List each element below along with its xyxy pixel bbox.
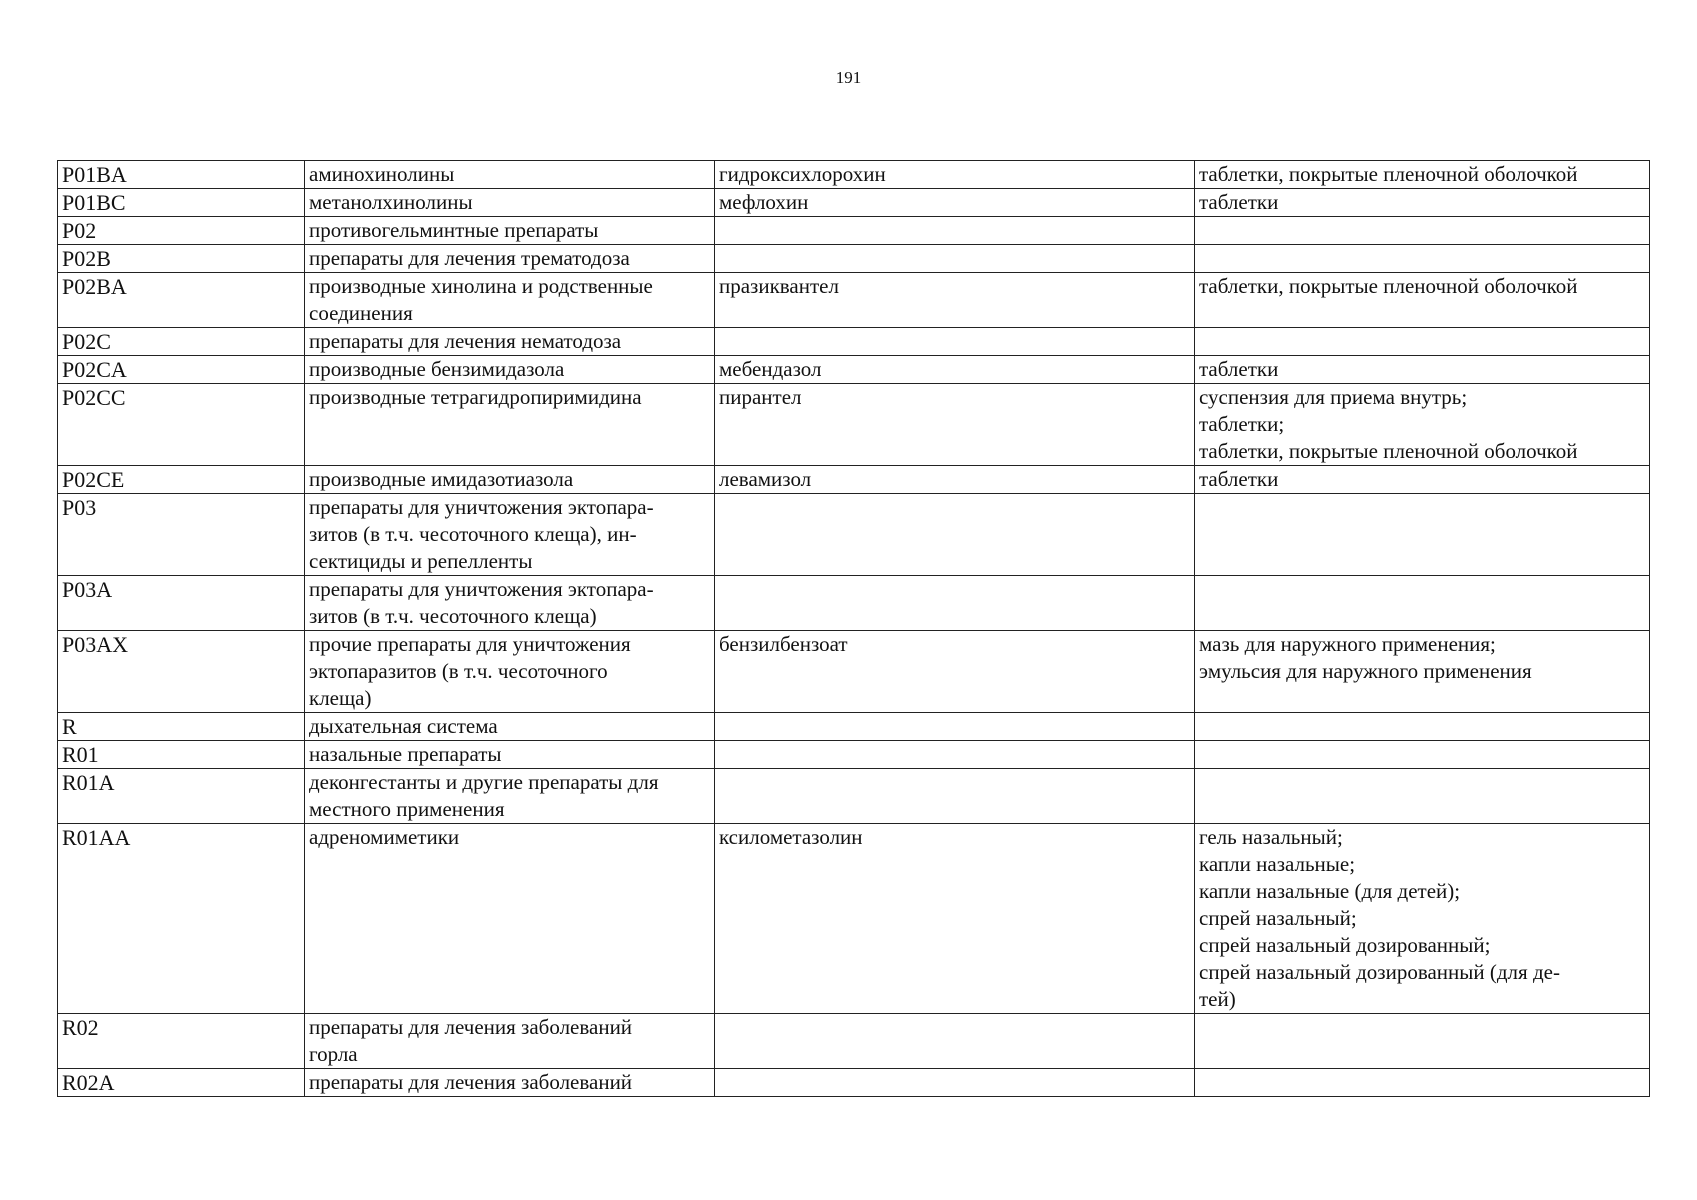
dosage-form-cell: таблетки, покрытые пленочной оболочкой — [1195, 273, 1650, 328]
drug-cell: бензилбензоат — [715, 631, 1195, 713]
group-cell: адреномиметики — [305, 824, 715, 1014]
drug-cell — [715, 1069, 1195, 1097]
atc-code-cell: P02 — [58, 217, 305, 245]
atc-code-cell: P02BA — [58, 273, 305, 328]
drug-cell: празиквантел — [715, 273, 1195, 328]
drug-cell — [715, 741, 1195, 769]
drug-cell: левамизол — [715, 466, 1195, 494]
group-cell: препараты для лечения заболеваний — [305, 1069, 715, 1097]
atc-code-cell: P03 — [58, 494, 305, 576]
table-row — [58, 713, 1650, 741]
dosage-form-cell: таблетки, покрытые пленочной оболочкой — [1195, 161, 1650, 189]
atc-code-cell: R — [58, 713, 305, 741]
drug-cell: ксилометазолин — [715, 824, 1195, 1014]
atc-code-cell: P03AX — [58, 631, 305, 713]
group-cell: назальные препараты — [305, 741, 715, 769]
atc-code-cell: P02CA — [58, 356, 305, 384]
group-cell: препараты для уничтожения эктопара- зитов (в т.ч. чесоточного клеща), ин- сектициды и репелленты — [305, 494, 715, 576]
atc-code-cell: R01AA — [58, 824, 305, 1014]
dosage-form-cell: таблетки — [1195, 189, 1650, 217]
drug-cell — [715, 245, 1195, 273]
table-row — [58, 1069, 1650, 1097]
dosage-form-cell: таблетки — [1195, 356, 1650, 384]
table-row — [58, 824, 1650, 1014]
dosage-form-cell — [1195, 1014, 1650, 1069]
table-row — [58, 356, 1650, 384]
table-row — [58, 161, 1650, 189]
drug-cell — [715, 576, 1195, 631]
group-cell: препараты для лечения заболеваний горла — [305, 1014, 715, 1069]
dosage-form-cell: таблетки — [1195, 466, 1650, 494]
atc-code-cell: R02A — [58, 1069, 305, 1097]
group-cell: метанолхинолины — [305, 189, 715, 217]
atc-code-cell: P01BC — [58, 189, 305, 217]
group-cell: производные имидазотиазола — [305, 466, 715, 494]
atc-code-cell: P02CE — [58, 466, 305, 494]
atc-code-cell: R01A — [58, 769, 305, 824]
atc-code-cell: R01 — [58, 741, 305, 769]
group-cell: прочие препараты для уничтожения эктопаразитов (в т.ч. чесоточного клеща) — [305, 631, 715, 713]
dosage-form-cell — [1195, 769, 1650, 824]
dosage-form-cell — [1195, 494, 1650, 576]
dosage-form-cell — [1195, 576, 1650, 631]
group-cell: препараты для лечения трематодоза — [305, 245, 715, 273]
table-row — [58, 217, 1650, 245]
atc-code-cell: P02CC — [58, 384, 305, 466]
table-row — [58, 1014, 1650, 1069]
table-row — [58, 328, 1650, 356]
table-row — [58, 189, 1650, 217]
table-row — [58, 384, 1650, 466]
atc-code-cell: P03A — [58, 576, 305, 631]
drug-cell: мебендазол — [715, 356, 1195, 384]
dosage-form-cell: гель назальный; капли назальные; капли назальные (для детей); спрей назальный; спрей назальный дозированный; спрей назальный дозированный (для де- тей) — [1195, 824, 1650, 1014]
table-row — [58, 576, 1650, 631]
dosage-form-cell — [1195, 217, 1650, 245]
dosage-form-cell — [1195, 245, 1650, 273]
drug-cell: гидроксихлорохин — [715, 161, 1195, 189]
dosage-form-cell: мазь для наружного применения; эмульсия для наружного применения — [1195, 631, 1650, 713]
dosage-form-cell — [1195, 741, 1650, 769]
atc-code-cell: P01BA — [58, 161, 305, 189]
group-cell: препараты для уничтожения эктопара- зитов (в т.ч. чесоточного клеща) — [305, 576, 715, 631]
table-row — [58, 245, 1650, 273]
atc-code-cell: P02B — [58, 245, 305, 273]
dosage-form-cell: суспензия для приема внутрь; таблетки; таблетки, покрытые пленочной оболочкой — [1195, 384, 1650, 466]
group-cell: производные бензимидазола — [305, 356, 715, 384]
drug-cell: мефлохин — [715, 189, 1195, 217]
group-cell: дыхательная система — [305, 713, 715, 741]
atc-code-cell: R02 — [58, 1014, 305, 1069]
group-cell: производные тетрагидропиримидина — [305, 384, 715, 466]
drug-cell: пирантел — [715, 384, 1195, 466]
table-row — [58, 494, 1650, 576]
medication-table-body — [58, 161, 1650, 1097]
table-row — [58, 741, 1650, 769]
group-cell: противогельминтные препараты — [305, 217, 715, 245]
group-cell: аминохинолины — [305, 161, 715, 189]
drug-cell — [715, 328, 1195, 356]
dosage-form-cell — [1195, 328, 1650, 356]
group-cell: деконгестанты и другие препараты для местного применения — [305, 769, 715, 824]
medication-table — [57, 160, 1650, 1097]
dosage-form-cell — [1195, 1069, 1650, 1097]
group-cell: производные хинолина и родственные соединения — [305, 273, 715, 328]
group-cell: препараты для лечения нематодоза — [305, 328, 715, 356]
drug-cell — [715, 494, 1195, 576]
table-row — [58, 466, 1650, 494]
drug-cell — [715, 769, 1195, 824]
atc-code-cell: P02C — [58, 328, 305, 356]
page-number: 191 — [835, 68, 862, 87]
drug-cell — [715, 713, 1195, 741]
drug-cell — [715, 1014, 1195, 1069]
table-row — [58, 273, 1650, 328]
dosage-form-cell — [1195, 713, 1650, 741]
table-row — [58, 769, 1650, 824]
drug-cell — [715, 217, 1195, 245]
table-row — [58, 631, 1650, 713]
